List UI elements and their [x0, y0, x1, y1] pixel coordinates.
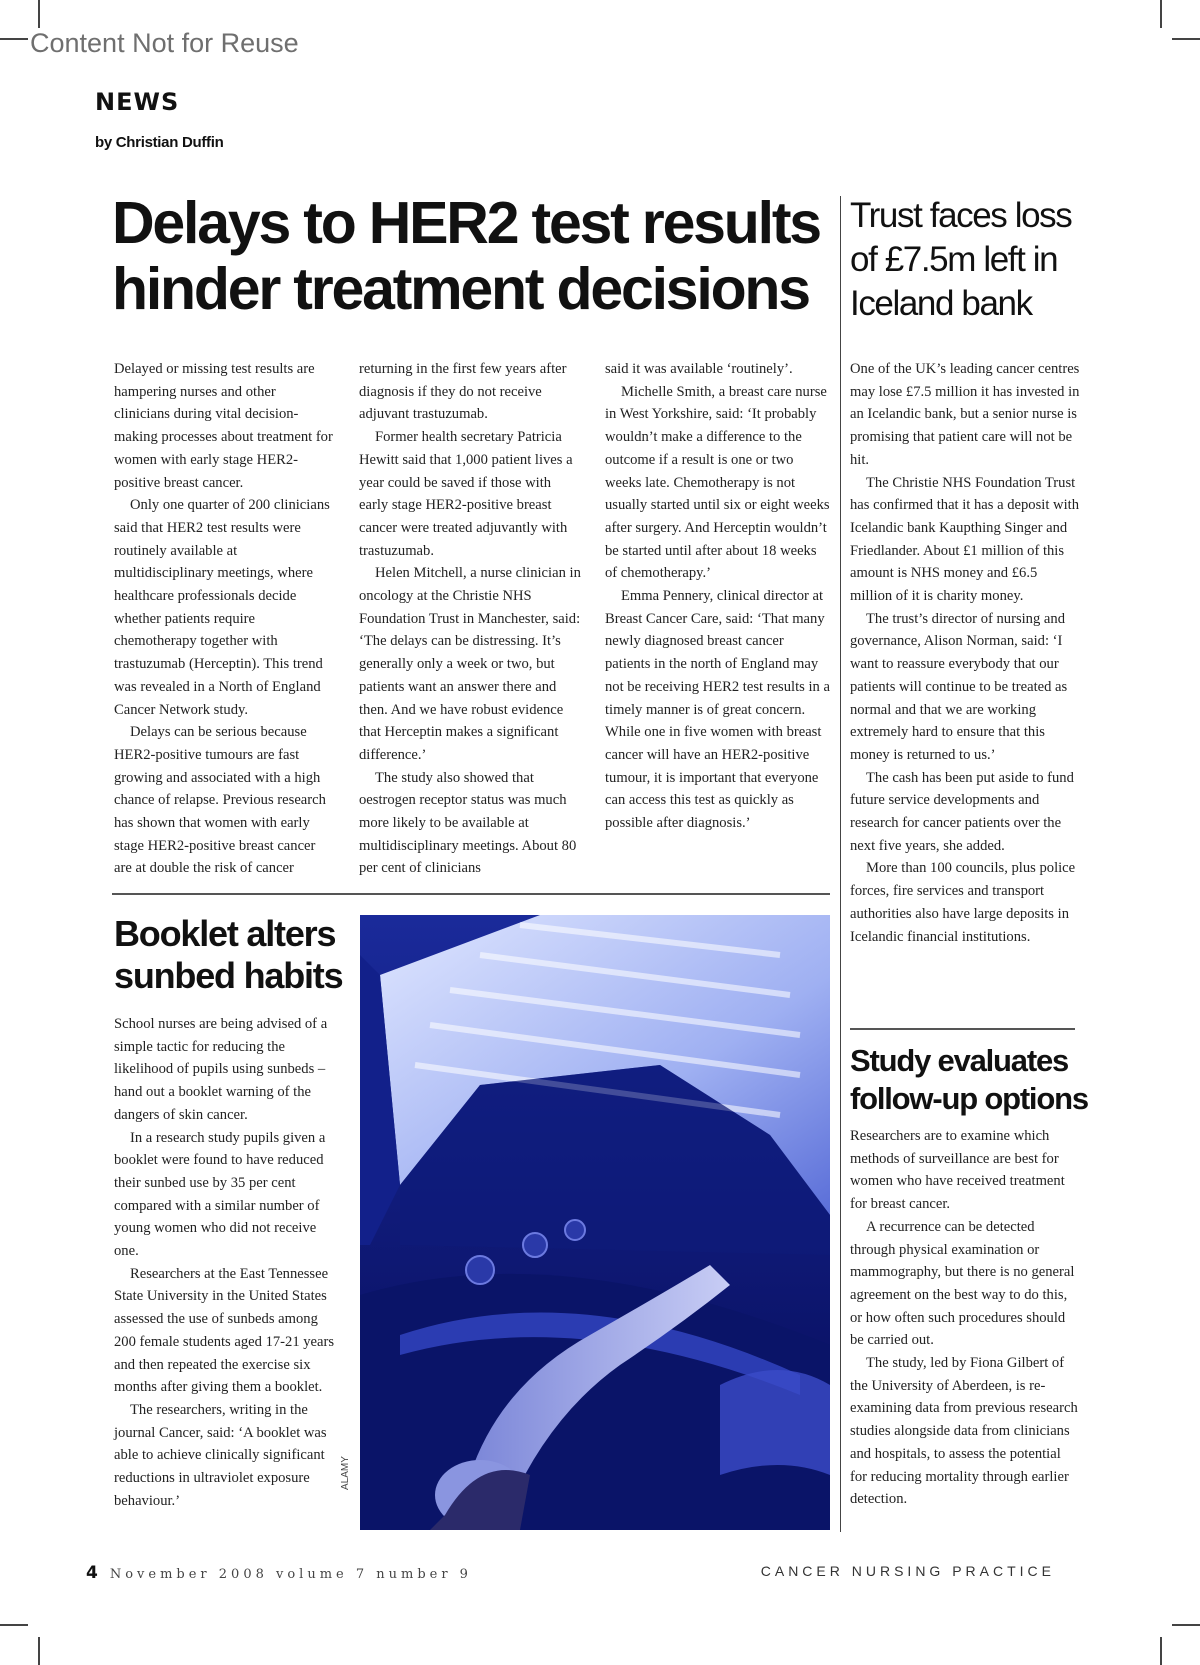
- paragraph: Michelle Smith, a breast care nurse in West Yorkshire, said: ‘It probably wouldn’t make a difference to the outcome if a result is one or two weeks late. Chemotherapy is not usually started until six or eight weeks after surgery. And Herceptin wouldn’t be started until after about 18 weeks of chemotherapy.’: [605, 383, 830, 582]
- story-divider: [112, 893, 830, 895]
- paragraph: The cash has been put aside to fund future service developments and research for cancer patients over the next five years, she added.: [850, 769, 1074, 854]
- crop-mark: [38, 1637, 40, 1665]
- paragraph: Delays can be serious because HER2-positive tumours are fast growing and associated with a high chance of relapse. Previous research has shown that women with early stage HER2-positive breast cancer are at double the risk of cancer: [114, 724, 326, 877]
- paragraph: Researchers at the East Tennessee State University in the United States assessed the use of sunbeds among 200 female students aged 17-21 years and then repeated the exercise six months after giving them a booklet.: [114, 1265, 335, 1396]
- paragraph: In a research study pupils given a booklet were found to have reduced their sunbed use by 35 per cent compared with a similar number of young women who did not receive one.: [114, 1129, 326, 1260]
- paragraph: Emma Pennery, clinical director at Breast Cancer Care, said: ‘That many newly diagnosed breast cancer patients in the north of England may not be receiving HER2 test results in a timely manner is of great concern. While one in five women with breast cancer will have an HER2-positive tumour, it is important that everyone can access this test as quickly as possible after diagnosis.’: [605, 588, 830, 832]
- paragraph: A recurrence can be detected through physical examination or mammography, but there is no general agreement on the best way to do this, or how often such procedures should be carried out.: [850, 1218, 1075, 1349]
- photo-credit: ALAMY: [340, 1456, 351, 1490]
- paragraph: The Christie NHS Foundation Trust has confirmed that it has a deposit with Icelandic bank Kaupthing Singer and Friedlander. About £1 million of this amount is NHS money and £6.5 million of it is charity money.: [850, 474, 1079, 605]
- journal-name: CANCER NURSING PRACTICE: [760, 1563, 1055, 1579]
- paragraph: said it was available ‘routinely’.: [605, 361, 793, 377]
- paragraph: returning in the first few years after diagnosis if they do not receive adjuvant trastuzumab.: [359, 361, 567, 423]
- page-number: 4: [86, 1563, 98, 1583]
- paragraph: The researchers, writing in the journal Cancer, said: ‘A booklet was able to achieve clinically significant reductions in ultraviolet exposure behaviour.’: [114, 1401, 327, 1509]
- paragraph: The study also showed that oestrogen receptor status was much more likely to be available at multidisciplinary meetings. About 80 per cent of clinicians: [359, 769, 577, 877]
- column-divider: [840, 196, 841, 1532]
- paragraph: Helen Mitchell, a nurse clinician in oncology at the Christie NHS Foundation Trust in Manchester, said: ‘The delays can be distressing. It’s generally only a week or two, but patients want an answer there and then. And we have robust evidence that Herceptin makes a significant difference.’: [359, 565, 581, 763]
- paragraph: Researchers are to examine which methods of surveillance are best for women who have received treatment for breast cancer.: [850, 1128, 1065, 1213]
- booklet-story-body: [114, 1013, 339, 1512]
- paragraph: One of the UK’s leading cancer centres may lose £7.5 million it has invested in an Icelandic bank, but a senior nurse is promising that patient care will not be hit.: [850, 361, 1080, 468]
- paragraph: More than 100 councils, plus police forces, fire services and transport authorities also have large deposits in Icelandic financial institutions.: [850, 860, 1076, 945]
- study-story-body: [850, 1125, 1080, 1511]
- booklet-headline: Booklet alters sunbed habits: [114, 913, 343, 996]
- crop-mark: [38, 0, 40, 28]
- paragraph: Former health secretary Patricia Hewitt said that 1,000 patient lives a year could be saved if those with early stage HER2-positive breast cancer were treated adjuvantly with trastuzumab.: [359, 429, 573, 559]
- paragraph: Delayed or missing test results are hampering nurses and other clinicians during vital decision-making processes about treatment for women with early stage HER2-positive breast cancer.: [114, 361, 333, 491]
- paragraph: School nurses are being advised of a simple tactic for reducing the likelihood of pupils using sunbeds – hand out a booklet warning of the dangers of skin cancer.: [114, 1016, 328, 1123]
- paragraph: Only one quarter of 200 clinicians said that HER2 test results were routinely available at multidisciplinary meetings, where healthcare professionals decide whether patients require chemotherapy together with trastuzumab (Herceptin). This trend was revealed in a North of England Cancer Network study.: [114, 497, 330, 718]
- main-story-column-3: [605, 358, 830, 835]
- footer-issue: [86, 1563, 472, 1583]
- study-headline: Study evaluates follow-up options: [850, 1043, 1088, 1116]
- byline: by Christian Duffin: [95, 134, 224, 151]
- crop-mark: [0, 38, 28, 40]
- story-divider: [850, 1028, 1075, 1030]
- crop-mark: [0, 1624, 28, 1626]
- main-story-column-2: [359, 358, 583, 880]
- paragraph: The trust’s director of nursing and governance, Alison Norman, said: ‘I want to reassure everybody that our patients will continue to be treated as normal and that we are working extremely hard to ensure that this money is returned to us.’: [850, 610, 1068, 763]
- crop-mark: [1160, 0, 1162, 28]
- watermark: Content Not for Reuse: [30, 28, 299, 58]
- paragraph: The study, led by Fiona Gilbert of the University of Aberdeen, is re-examining data from previous research studies alongside data from clinicians and hospitals, to assess the potential for reducing mortality through earlier detection.: [850, 1355, 1078, 1508]
- crop-mark: [1172, 38, 1200, 40]
- sunbed-illustration: [360, 915, 830, 1530]
- main-headline: Delays to HER2 test results hinder treatment decisions: [112, 190, 820, 322]
- main-story-column-1: [114, 358, 334, 880]
- section-label: NEWS: [95, 88, 180, 116]
- trust-story-body: [850, 358, 1080, 948]
- sunbed-photo: [360, 915, 830, 1530]
- crop-mark: [1172, 1624, 1200, 1626]
- trust-headline: Trust faces loss of £7.5m left in Iceland bank: [850, 196, 1072, 323]
- crop-mark: [1160, 1637, 1162, 1665]
- issue-info: November 2008 volume 7 number 9: [109, 1567, 472, 1582]
